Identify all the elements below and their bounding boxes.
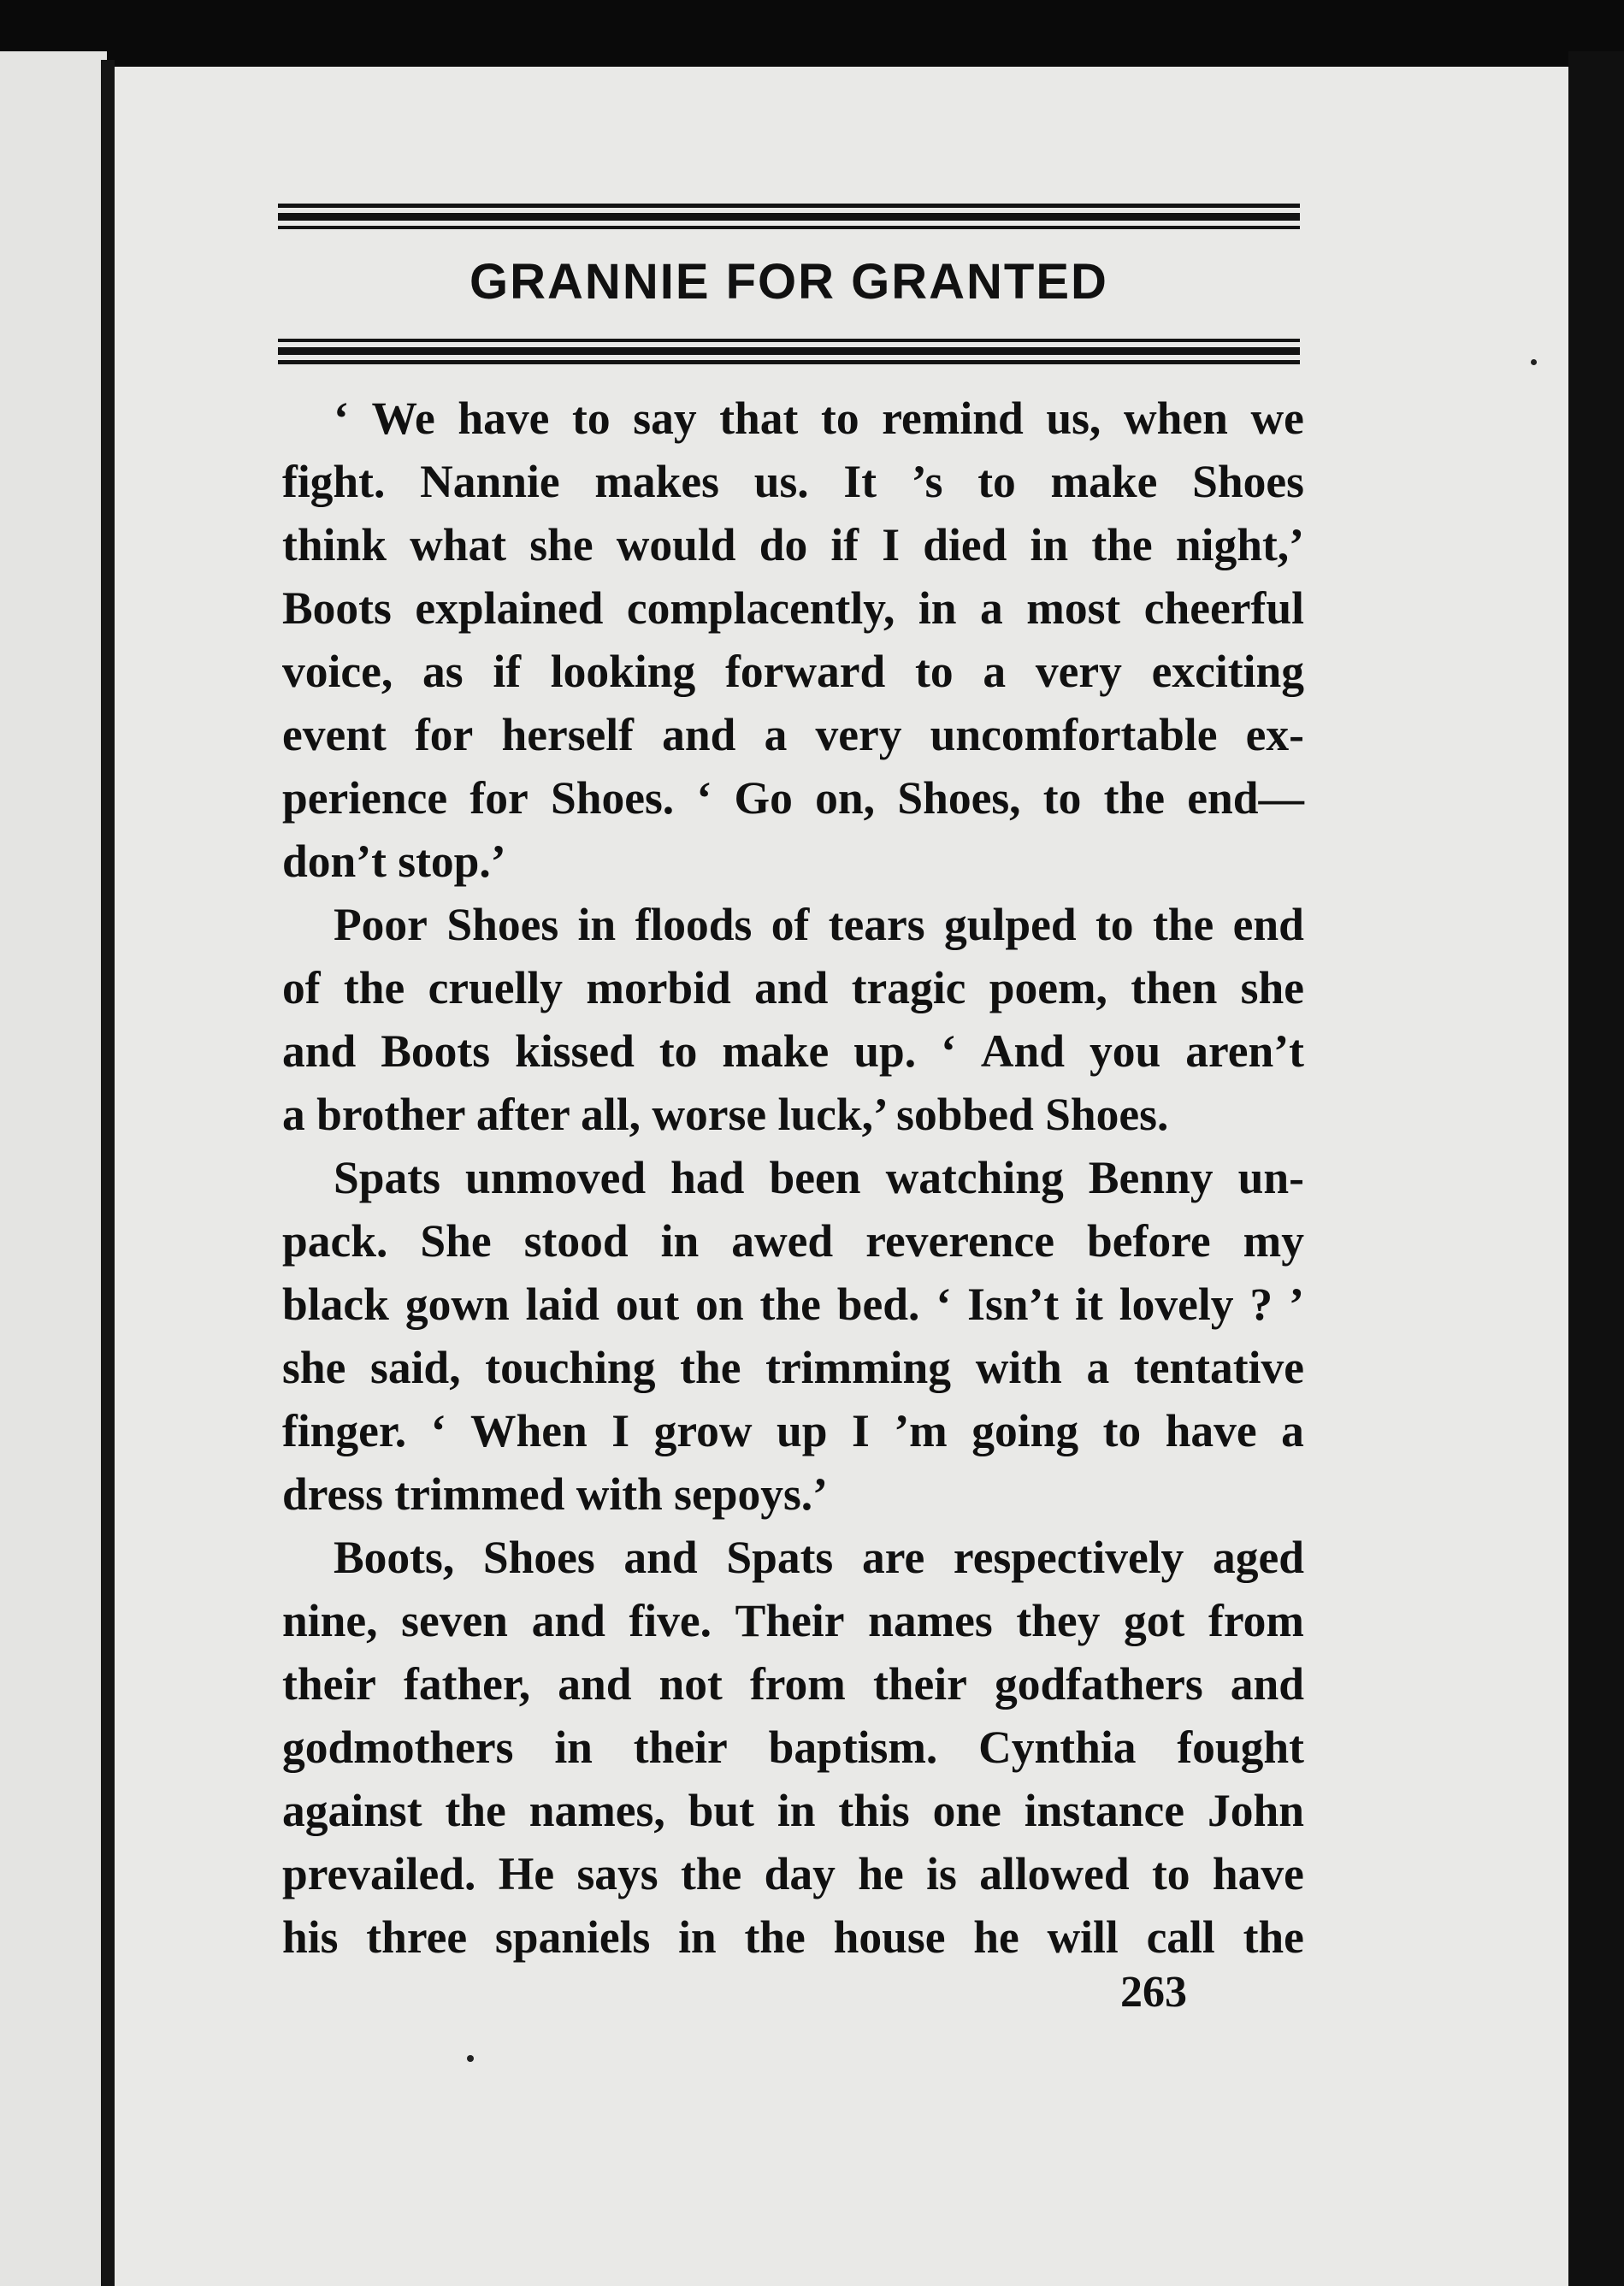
scan-top-border	[0, 0, 1624, 68]
page-number: 263	[1120, 1968, 1187, 2017]
text-line: she said, touching the trimming with a tentative	[282, 1342, 1304, 1393]
text-line: don’t stop.’	[282, 836, 506, 887]
text-line: Spats unmoved had been watching Benny un-	[334, 1152, 1304, 1203]
text-line: pack. She stood in awed reverence before my	[282, 1215, 1304, 1267]
text-line: fight. Nannie makes us. It ’s to make Shoes	[282, 456, 1304, 507]
book-gutter	[101, 60, 115, 2286]
text-line: Poor Shoes in floods of tears gulped to the end	[334, 899, 1304, 950]
text-line: Boots explained complacently, in a most cheerful	[282, 582, 1304, 634]
scan-speck	[1531, 359, 1537, 365]
scan-right-border	[1568, 51, 1624, 2286]
text-line: their father, and not from their godfathers and	[282, 1658, 1304, 1710]
scan-speck	[467, 2055, 474, 2062]
text-line: of the cruelly morbid and tragic poem, then she	[282, 962, 1304, 1013]
text-line: finger. ‘ When I grow up I ’m going to have a	[282, 1405, 1304, 1456]
text-line: ‘ We have to say that to remind us, when we	[334, 393, 1304, 444]
facing-page-margin	[0, 51, 107, 2286]
text-line: think what she would do if I died in the night,’	[282, 519, 1304, 570]
text-line: black gown laid out on the bed. ‘ Isn’t it lovely ? ’	[282, 1279, 1304, 1330]
text-line: perience for Shoes. ‘ Go on, Shoes, to the end—	[282, 772, 1304, 824]
text-line: voice, as if looking forward to a very exciting	[282, 646, 1304, 697]
text-line: dress trimmed with sepoys.’	[282, 1468, 829, 1520]
text-line: his three spaniels in the house he will call the	[282, 1911, 1304, 1963]
running-head: GRANNIE FOR GRANTED	[469, 254, 1108, 310]
text-line: prevailed. He says the day he is allowed to have	[282, 1848, 1304, 1899]
text-line: a brother after all, worse luck,’ sobbed Shoes.	[282, 1089, 1169, 1140]
text-line: godmothers in their baptism. Cynthia fought	[282, 1722, 1304, 1773]
text-line: Boots, Shoes and Spats are respectively aged	[334, 1532, 1304, 1583]
text-line: event for herself and a very uncomfortable ex-	[282, 709, 1304, 760]
body-text	[282, 387, 1304, 1969]
header-rule-bottom	[278, 339, 1300, 364]
header-rule-top	[278, 204, 1300, 229]
text-line: against the names, but in this one instance John	[282, 1785, 1304, 1836]
text-line: nine, seven and five. Their names they got from	[282, 1595, 1304, 1646]
text-line: and Boots kissed to make up. ‘ And you aren’t	[282, 1025, 1304, 1077]
